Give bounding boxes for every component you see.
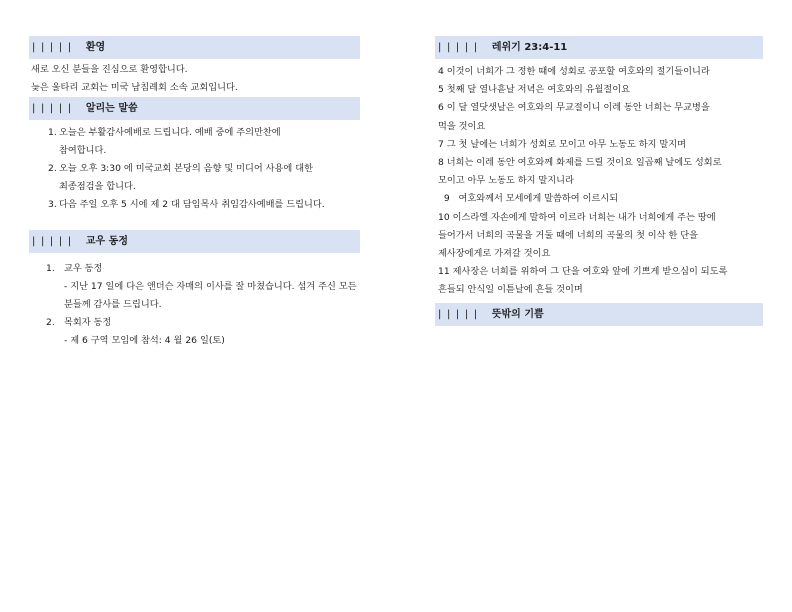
unexpected-joy-header bbox=[435, 303, 763, 326]
member-news-header bbox=[29, 230, 360, 253]
scripture-title: 레위기 23:4-11 bbox=[491, 42, 568, 53]
header-bars: | | | | | bbox=[438, 308, 479, 320]
list-number: 3. bbox=[48, 199, 57, 210]
list-item bbox=[29, 124, 360, 160]
verse-line: 4 이것이 너희가 그 정한 때에 성회로 공포할 여호와의 절기들이니라 bbox=[438, 66, 710, 77]
list-item bbox=[29, 260, 360, 314]
unexpected-joy-title: 뜻밖의 기쁨 bbox=[491, 308, 544, 320]
right-column bbox=[435, 36, 763, 326]
welcome-text bbox=[29, 61, 360, 97]
verse-line: 흔들되 안식일 이튿날에 흔들 것이며 bbox=[438, 284, 583, 296]
list-item bbox=[29, 196, 360, 214]
scripture-verses bbox=[435, 63, 763, 300]
verse-line: 5 첫째 달 열나흗날 저녁은 여호와의 유월절이요 bbox=[438, 84, 630, 96]
member-news-list bbox=[29, 260, 360, 350]
verse-line: 먹을 것이요 bbox=[438, 120, 486, 132]
verse-line: 10 이스라엘 자손에게 말하여 이르라 너희는 내가 너희에게 주는 땅에 bbox=[438, 211, 716, 223]
verse-line: 6 이 달 열닷샛날은 여호와의 무교절이니 이레 동안 너희는 무교병을 bbox=[438, 102, 710, 114]
header-bars: | | | | | bbox=[32, 236, 73, 247]
verse-line: 11 제사장은 너희를 위하여 그 단을 여호와 앞에 기쁘게 받으심이 되도록 bbox=[438, 266, 728, 278]
list-line: - 제 6 구역 모임에 참석: 4 월 26 일(토) bbox=[64, 335, 225, 346]
verse-line: 제사장에게로 가져갈 것이요 bbox=[438, 248, 551, 260]
list-line: 최종점검을 합니다. bbox=[59, 181, 136, 192]
verse-line: 9 여호와께서 모세에게 말씀하여 이르시되 bbox=[438, 193, 619, 205]
header-bars: | | | | | bbox=[32, 42, 73, 53]
announcements-header bbox=[29, 97, 360, 120]
member-news-title: 교우 동정 bbox=[85, 236, 128, 247]
list-item bbox=[29, 160, 360, 196]
welcome-title: 환영 bbox=[85, 42, 106, 53]
list-line: 다음 주일 오후 5 시에 제 2 대 담임목사 취임감사예배를 드립니다. bbox=[59, 199, 325, 210]
list-line: 교우 동정 bbox=[64, 263, 103, 274]
welcome-header bbox=[29, 36, 360, 59]
scripture-header bbox=[435, 36, 763, 59]
list-number: 1. bbox=[48, 127, 57, 138]
header-bars: | | | | | bbox=[32, 103, 73, 114]
announcements-list bbox=[29, 124, 360, 214]
list-line: 오늘 오후 3:30 에 미국교회 본당의 음향 및 미디어 사용에 대한 bbox=[59, 163, 313, 174]
list-item bbox=[29, 314, 360, 350]
list-line: 참여합니다. bbox=[59, 145, 107, 156]
verse-line: 8 너희는 이레 동안 여호와께 화제를 드릴 것이요 일곱째 날에도 성회로 bbox=[438, 157, 722, 169]
announcements-title: 알리는 말씀 bbox=[85, 103, 138, 114]
list-line: - 지난 17 일에 다은 앤더슨 자매의 이사를 잘 마쳤습니다. 섬겨 주신 모든 bbox=[64, 281, 357, 292]
list-line: 목회자 동정 bbox=[64, 317, 112, 328]
header-bars: | | | | | bbox=[438, 42, 479, 53]
left-column bbox=[29, 36, 360, 350]
list-line: 오늘은 부활감사예배로 드립니다. 예배 중에 주의만찬에 bbox=[59, 127, 281, 138]
verse-line: 7 그 첫 날에는 너희가 성회로 모이고 아무 노동도 하지 말지며 bbox=[438, 138, 687, 150]
welcome-line: 새로 오신 분들을 진심으로 환영합니다. bbox=[31, 64, 188, 75]
verse-line: 들어가서 너희의 곡물을 거둘 때에 너희의 곡물의 첫 이삭 한 단을 bbox=[438, 229, 698, 241]
list-number: 2. bbox=[46, 317, 55, 328]
list-number: 1. bbox=[46, 263, 55, 274]
list-line: 분들께 감사를 드립니다. bbox=[64, 299, 162, 310]
verse-line: 모이고 아무 노동도 하지 말지니라 bbox=[438, 175, 574, 187]
list-number: 2. bbox=[48, 163, 57, 174]
welcome-line: 늦은 울타리 교회는 미국 남침례회 소속 교회입니다. bbox=[31, 82, 238, 93]
